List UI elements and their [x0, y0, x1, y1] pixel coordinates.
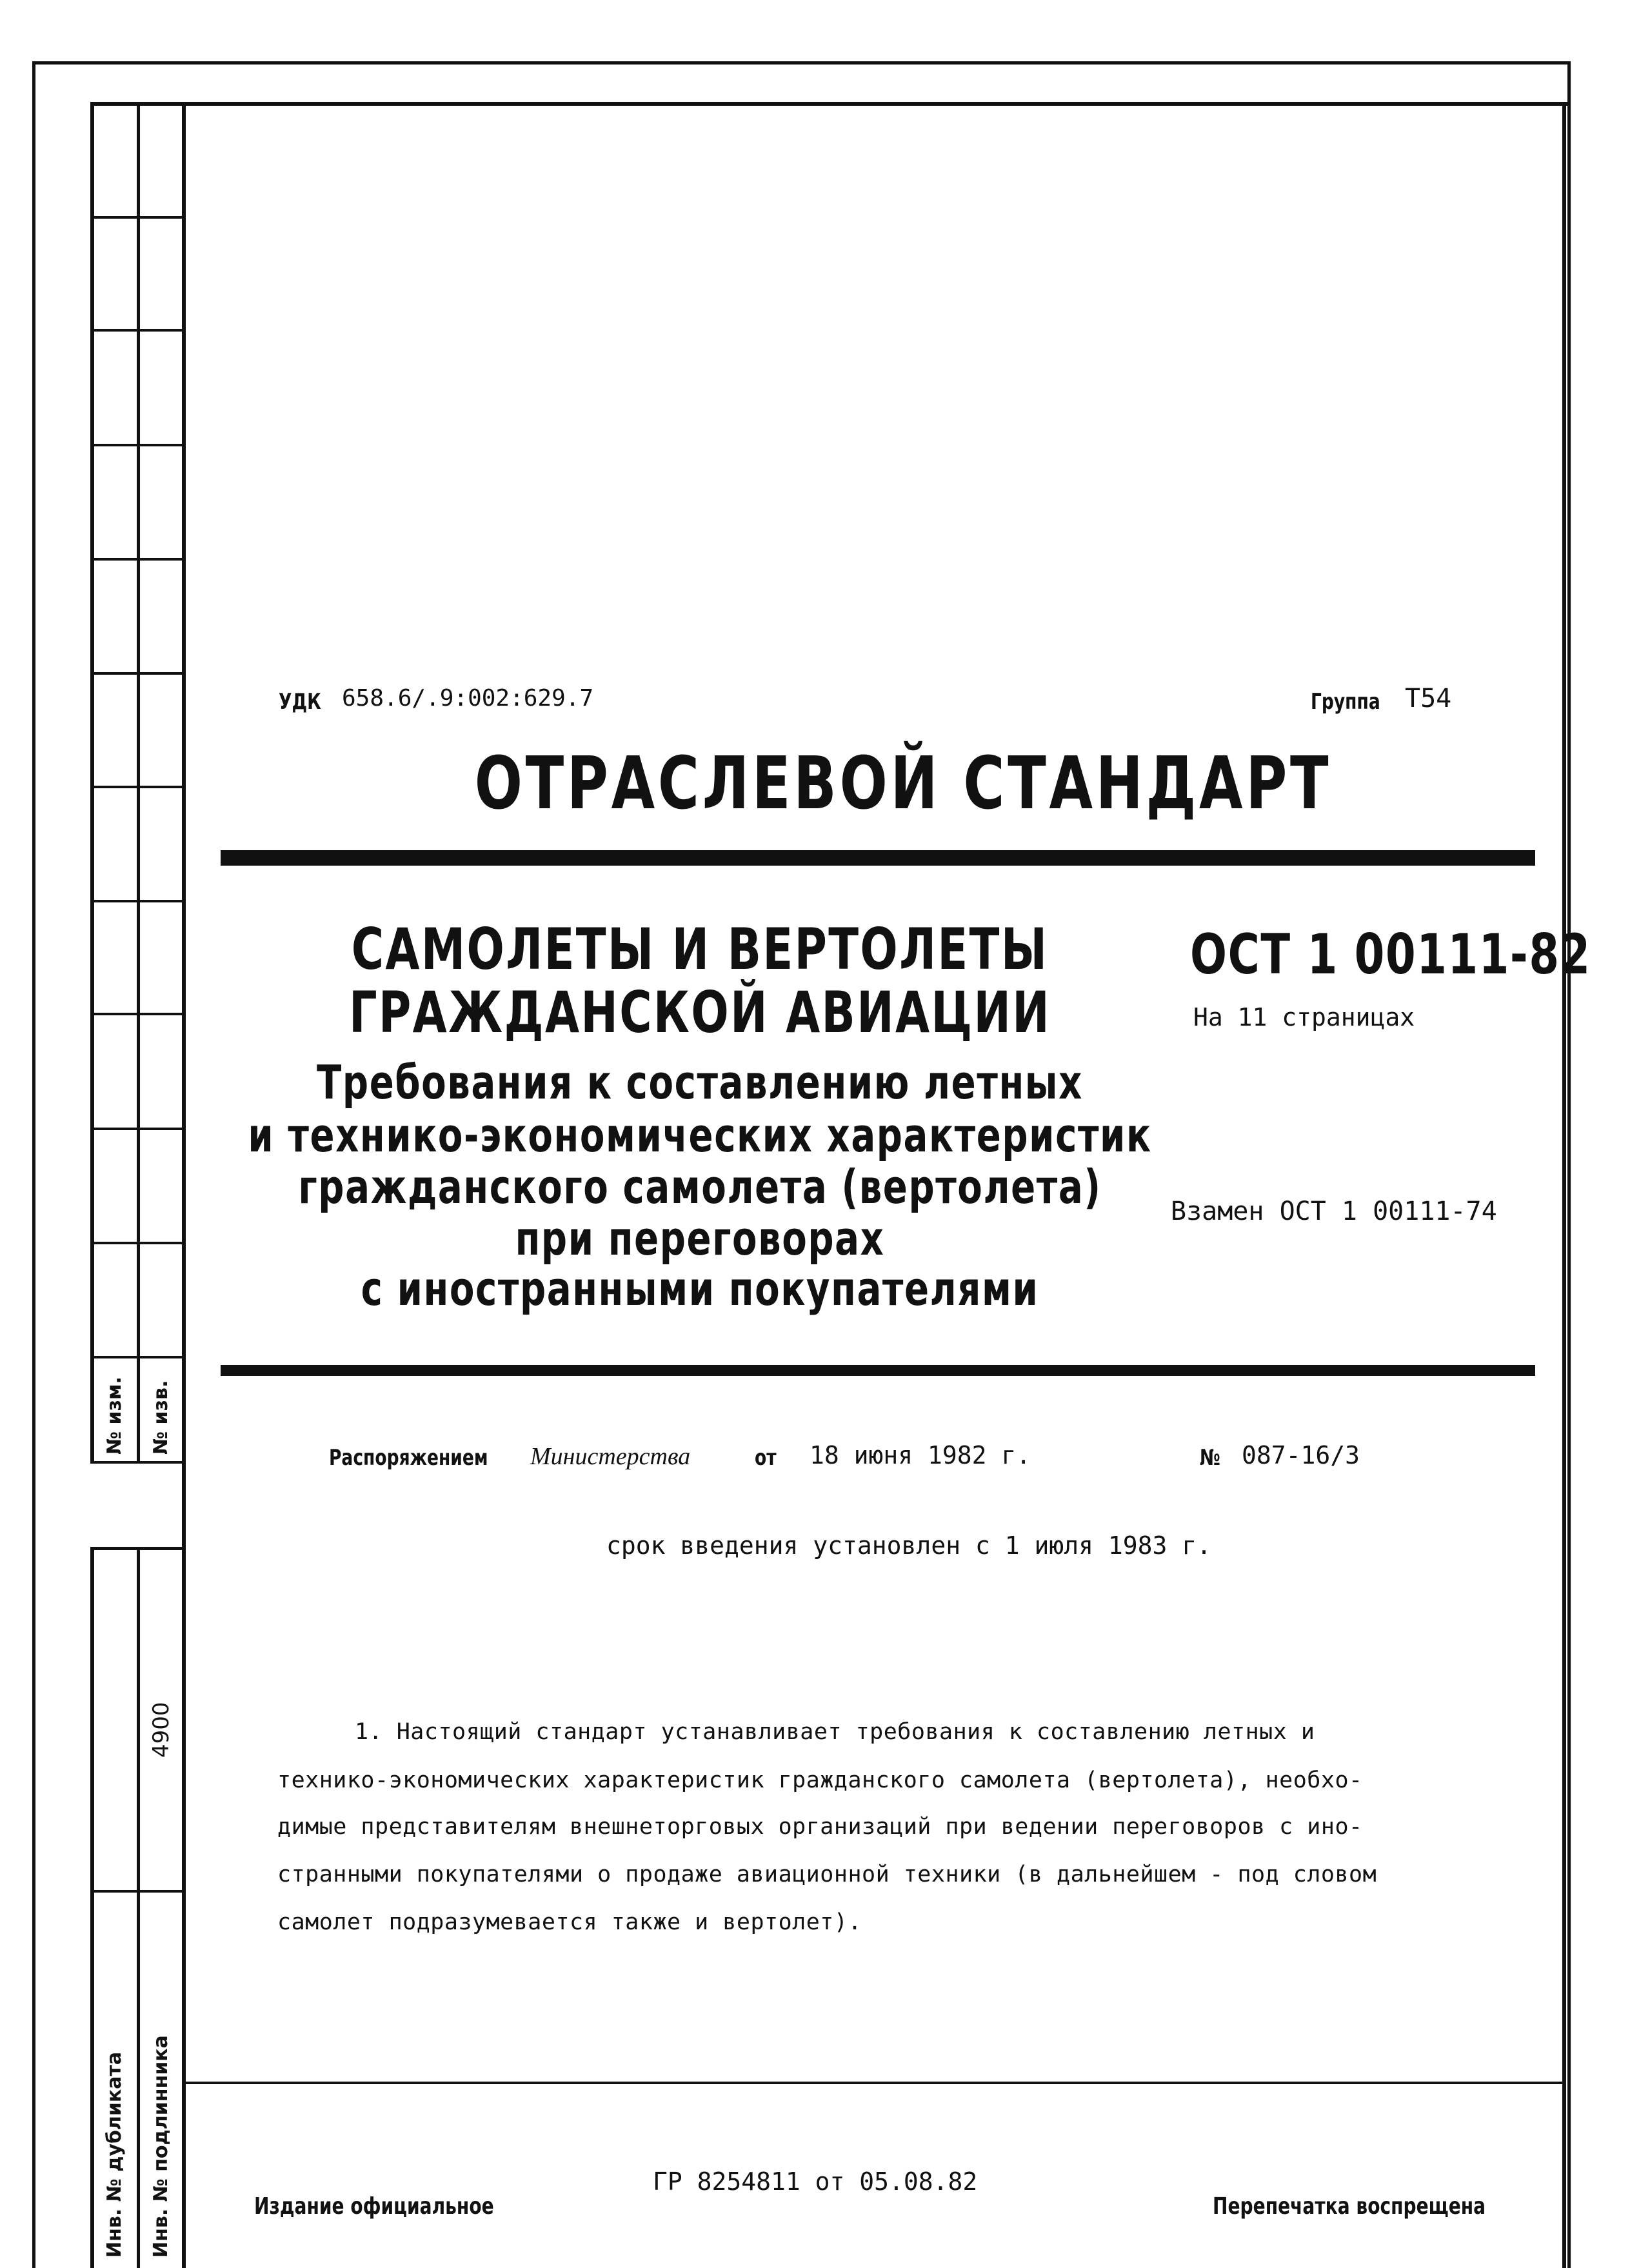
doc-subtitle-line-4: при переговорах	[515, 1211, 885, 1266]
standard-pages: На 11 страницах	[1193, 1003, 1415, 1031]
footer-official: Издание официальное	[254, 2193, 494, 2220]
order-number-sign: №	[1200, 1445, 1220, 1471]
duplicate-inventory-label: Инв. № дубликата	[103, 2051, 126, 2258]
footer-separator	[184, 2082, 1564, 2084]
paragraph-line: 1. Настоящий стандарт устанавливает требования к составлению летных и	[355, 1719, 1315, 1745]
izv-label: № изв.	[150, 1380, 172, 1455]
footer-reprint: Перепечатка воспрещена	[1213, 2193, 1486, 2220]
frame-right	[1567, 61, 1571, 2268]
udk-value: 658.6/.9:002:629.7	[342, 685, 594, 711]
doc-title-line-1: САМОЛЕТЫ И ВЕРТОЛЕТЫ	[351, 916, 1049, 982]
inner-frame-top	[90, 102, 1567, 106]
title-rule-top	[221, 850, 1535, 866]
doc-subtitle-line-1: Требования к составлению летных	[317, 1055, 1083, 1109]
order-from: от	[755, 1445, 777, 1471]
paragraph-line: димые представителям внешнеторговых организаций при ведении переговоров с ино-	[277, 1814, 1363, 1840]
order-number: 087-16/3	[1242, 1441, 1360, 1469]
paragraph-line: самолет подразумевается также и вертолет).	[277, 1909, 862, 1935]
doc-subtitle-line-5: с иностранными покупателями	[361, 1262, 1039, 1316]
title-rule-bottom	[221, 1365, 1535, 1376]
paragraph-line: технико-экономических характеристик гражданского самолета (вертолета), необхо-	[277, 1767, 1363, 1793]
order-ministry: Министерства	[530, 1443, 691, 1470]
footer-registration: ГР 8254811 от 05.08.82	[653, 2167, 978, 2196]
group-value: Т54	[1405, 684, 1452, 713]
order-date: 18 июня 1982 г.	[810, 1441, 1031, 1469]
udk-label: УДК	[279, 689, 321, 715]
doc-subtitle-line-2: и технико-экономических характеристик	[248, 1108, 1152, 1162]
inventory-number: 4900	[148, 1702, 174, 1758]
doc-title-line-2: ГРАЖДАНСКОЙ АВИАЦИИ	[348, 979, 1051, 1046]
page-title: ОТРАСЛЕВОЙ СТАНДАРТ	[474, 742, 1332, 826]
effective-date: срок введения установлен с 1 июля 1983 г.	[606, 1531, 1211, 1560]
original-inventory-label: Инв. № подлинника	[150, 2035, 172, 2258]
izm-label: № изм.	[103, 1377, 126, 1455]
doc-subtitle-line-3: гражданского самолета (вертолета)	[298, 1160, 1102, 1214]
frame-left	[32, 61, 35, 2268]
standard-code: ОСТ 1 00111-82	[1190, 922, 1591, 987]
inner-frame-right	[1562, 102, 1566, 2268]
standard-replaces: Взамен ОСТ 1 00111-74	[1171, 1197, 1497, 1226]
order-label: Распоряжением	[329, 1445, 488, 1471]
frame-top	[32, 61, 1571, 65]
paragraph-line: странными покупателями о продаже авиационной техники (в дальнейшем - под словом	[277, 1862, 1377, 1887]
group-label: Группа	[1311, 689, 1380, 715]
